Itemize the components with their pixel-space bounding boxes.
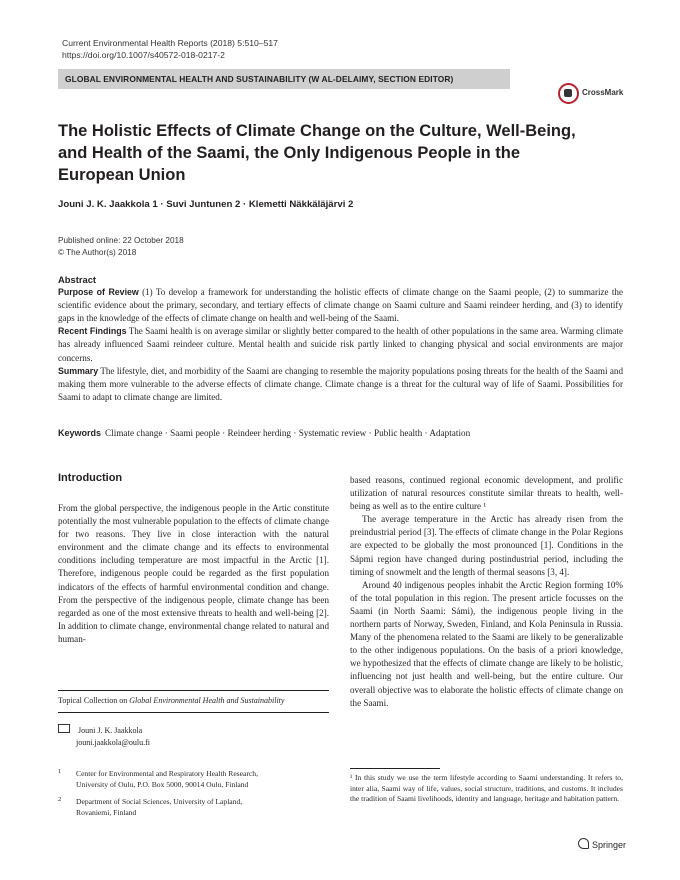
envelope-icon: [58, 724, 70, 733]
abstract-heading: Abstract: [58, 274, 97, 285]
purpose-label: Purpose of Review: [58, 287, 139, 298]
article-title: The Holistic Effects of Climate Change on the Culture, Well-Being, and Health of the Saami, the Only Indigenous People in the European Union: [58, 122, 576, 184]
publication-info: [58, 235, 184, 259]
crossmark-label: CrossMark: [582, 88, 624, 97]
paragraph: The average temperature in the Arctic has already risen from the preindustrial period [3]. The effects of climate change in the Polar Regions are expected to be globally the most pronounced [1]. Conditions in the Sápmi region have changed during postindustrial period, including the timing of snowmelt and the length of thermal seasons [3, 4].: [350, 514, 623, 577]
keywords: [58, 428, 470, 438]
keyword: · Reindeer herding: [220, 428, 291, 438]
keyword: · Adaptation: [422, 428, 470, 438]
collection-name: Global Environmental Health and Sustainability: [129, 696, 285, 705]
corresponding-author: Jouni J. K. Jaakkola: [78, 726, 143, 735]
keyword: · Systematic review: [291, 428, 366, 438]
crossmark-icon: [558, 83, 579, 104]
abstract-purpose: Purpose of Review (1) To develop a framework for understanding the holistic effects of climate change on the Saami people, (2) to summarize the scientific evidence about the primary, secondary, and tertiary effects of climate change on Saami culture and Saami reindeer herding, and (3) to identify gaps in the knowledge of the effects of climate change on health and well-being of the Saami.: [58, 287, 623, 324]
springer-horse-icon: [578, 838, 589, 849]
keyword: Climate change: [105, 428, 163, 438]
right-column: [350, 474, 623, 710]
abstract-findings: Recent Findings The Saami health is on average similar or slightly better compared to the health of other populations in the same area. Warming climate has already influenced Saami reindeer culture. Mental health and suicide risk partly linked to changing physical and social environments are major concerns.: [58, 326, 623, 363]
author-list: Jouni J. K. Jaakkola 1 · Suvi Juntunen 2 · Klemetti Näkkäläjärvi 2: [58, 199, 354, 210]
journal-citation: Current Environmental Health Reports (2018) 5:510–517: [62, 38, 278, 48]
paragraph: Around 40 indigenous peoples inhabit the Arctic Region forming 10% of the total population in this region. The present article focusses on the Saami (in North Saami: Sámi), the indigenous people living in the northern parts of Norway, Sweden, Finland, and Kola Peninsula in Russia. Many of the phenomena related to the Saami are likely to be generalizable to the other indigenous populations. On the basis of a priori knowledge, we hypothesized that the effects of climate change are likely to be holistic, influencing not just health and well-being, but the entire culture. Our overall objective was to elaborate the holistic effects of climate change on the Saami.: [350, 579, 623, 708]
abstract-summary: Summary The lifestyle, diet, and morbidity of the Saami are changing to resemble the majority populations posing threats for the health of the Saami and making them more vulnerable to the adverse effects of climate change. Climate change is a threat for the cultural way of life of Saami. Possibilities for Saami to adapt to climate change are limited.: [58, 365, 623, 402]
keywords-label: Keywords: [58, 428, 102, 438]
paragraph: From the global perspective, the indigenous people in the Artic constitute potentially the most vulnerable population to the effects of climate change for two reasons. They live in close interaction with the natural environment and the climate change and its effects to environmental conditions including temperature are most impactful in the Arctic [1]. Therefore, indigenous people could be regarded as the first population indicators of the effects of harmful environmental condition and change. From the perspective of the indigenous people, climate change has been regarded as one of the most extensive threats to health and well-being [2]. In addition to climate change, environmental change related to natural and human-: [58, 503, 329, 644]
section-banner: GLOBAL ENVIRONMENTAL HEALTH AND SUSTAINABILITY (W AL-DELAIMY, SECTION EDITOR): [58, 69, 510, 89]
summary-label: Summary: [58, 365, 99, 376]
affiliation: 1 Center for Environmental and Respiratory Health Research, University of Oulu, P.O. Box 5000, 90014 Oulu, Finland: [58, 768, 258, 789]
correspondence: [58, 724, 150, 749]
publisher-logo: [578, 838, 626, 850]
abstract: [58, 273, 623, 404]
copyright-line: © The Author(s) 2018: [58, 248, 137, 257]
published-date: Published online: 22 October 2018: [58, 236, 184, 245]
keyword: · Public health: [366, 428, 422, 438]
crossmark-badge[interactable]: [558, 83, 644, 105]
doi-link[interactable]: https://doi.org/10.1007/s40572-018-0217-2: [62, 50, 225, 60]
divider: [58, 690, 329, 691]
findings-label: Recent Findings: [58, 326, 127, 337]
topical-collection: Topical Collection on Global Environmental Health and Sustainability: [58, 696, 285, 705]
affiliation: 2 Department of Social Sciences, University of Lapland, Rovaniemi, Finland: [58, 796, 243, 817]
footnote-divider: [350, 768, 440, 769]
section-heading-introduction: Introduction: [58, 472, 123, 484]
keyword: · Saami people: [162, 428, 219, 438]
left-column: [58, 502, 329, 646]
divider: [58, 712, 329, 713]
paragraph: based reasons, continued regional economic development, and prolific utilization of natural resources constitute similar threats to health, well-being as well as to the entire culture ¹: [350, 475, 623, 512]
publisher-name: Springer: [592, 840, 627, 850]
footnote: ¹ In this study we use the term lifestyle according to Saami understanding. It refers to, inter alia, Saami way of life, values, social structure, traditions, and customs. It includes the tradition of Saami livelihoods, identity and language, heritage and habitation pattern.: [350, 773, 623, 804]
author-email[interactable]: jouni.jaakkola@oulu.fi: [76, 738, 151, 747]
